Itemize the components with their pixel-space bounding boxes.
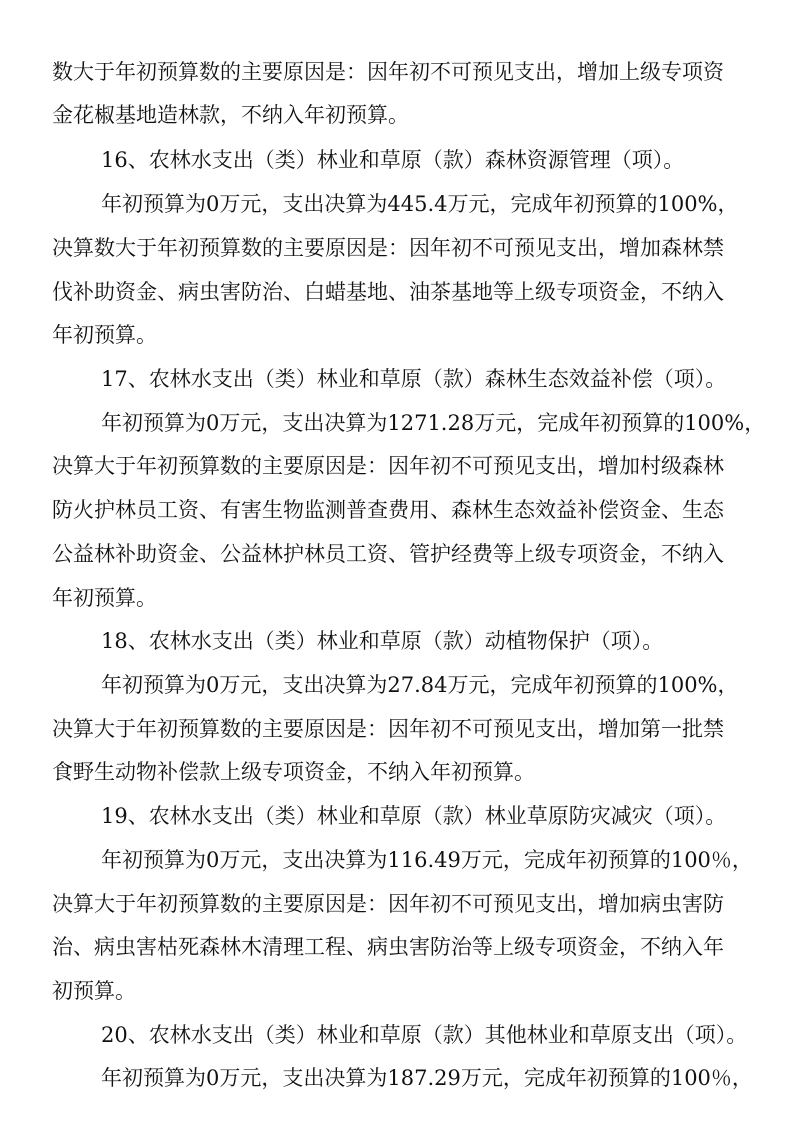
text-line: 决算大于年初预算数的主要原因是：因年初不可预见支出，增加村级森林 bbox=[52, 454, 724, 478]
text-line: 决算大于年初预算数的主要原因是：因年初不可预见支出，增加病虫害防 bbox=[52, 892, 724, 916]
text-line: 年初预算。 bbox=[52, 586, 157, 610]
text-line: 伐补助资金、病虫害防治、白蜡基地、油茶基地等上级专项资金，不纳入 bbox=[52, 280, 724, 304]
section-heading: 19、农林水支出（类）林业和草原（款）林业草原防灾减灾（项）。 bbox=[101, 804, 727, 828]
text-line: 防火护林员工资、有害生物监测普查费用、森林生态效益补偿资金、生态 bbox=[52, 498, 724, 522]
text-line: 数大于年初预算数的主要原因是：因年初不可预见支出，增加上级专项资 bbox=[52, 60, 724, 84]
text-line: 公益林补助资金、公益林护林员工资、管护经费等上级专项资金，不纳入 bbox=[52, 542, 724, 566]
text-line: 年初预算为0万元，支出决算为1271.28万元，完成年初预算的100%， bbox=[101, 411, 766, 435]
text-line: 年初预算为0万元，支出决算为445.4万元，完成年初预算的100%， bbox=[101, 192, 739, 216]
section-heading: 18、农林水支出（类）林业和草原（款）动植物保护（项）。 bbox=[101, 629, 664, 653]
text-line: 决算数大于年初预算数的主要原因是：因年初不可预见支出，增加森林禁 bbox=[52, 236, 724, 260]
section-heading: 17、农林水支出（类）林业和草原（款）森林生态效益补偿（项）。 bbox=[101, 367, 727, 391]
text-line: 年初预算为0万元，支出决算为27.84万元，完成年初预算的100%， bbox=[101, 673, 739, 697]
text-line: 初预算。 bbox=[52, 979, 136, 1003]
text-line: 决算大于年初预算数的主要原因是：因年初不可预见支出，增加第一批禁 bbox=[52, 717, 724, 741]
text-line: 年初预算。 bbox=[52, 323, 157, 347]
text-line: 金花椒基地造林款，不纳入年初预算。 bbox=[52, 103, 409, 127]
text-line: 年初预算为0万元，支出决算为187.29万元，完成年初预算的100％， bbox=[101, 1066, 753, 1090]
section-heading: 16、农林水支出（类）林业和草原（款）森林资源管理（项）。 bbox=[101, 148, 685, 172]
text-line: 治、病虫害枯死森林木清理工程、病虫害防治等上级专项资金，不纳入年 bbox=[52, 935, 724, 959]
section-heading: 20、农林水支出（类）林业和草原（款）其他林业和草原支出（项）。 bbox=[101, 1023, 748, 1047]
text-line: 年初预算为0万元，支出决算为116.49万元，完成年初预算的100％， bbox=[101, 848, 753, 872]
text-line: 食野生动物补偿款上级专项资金，不纳入年初预算。 bbox=[52, 760, 535, 784]
